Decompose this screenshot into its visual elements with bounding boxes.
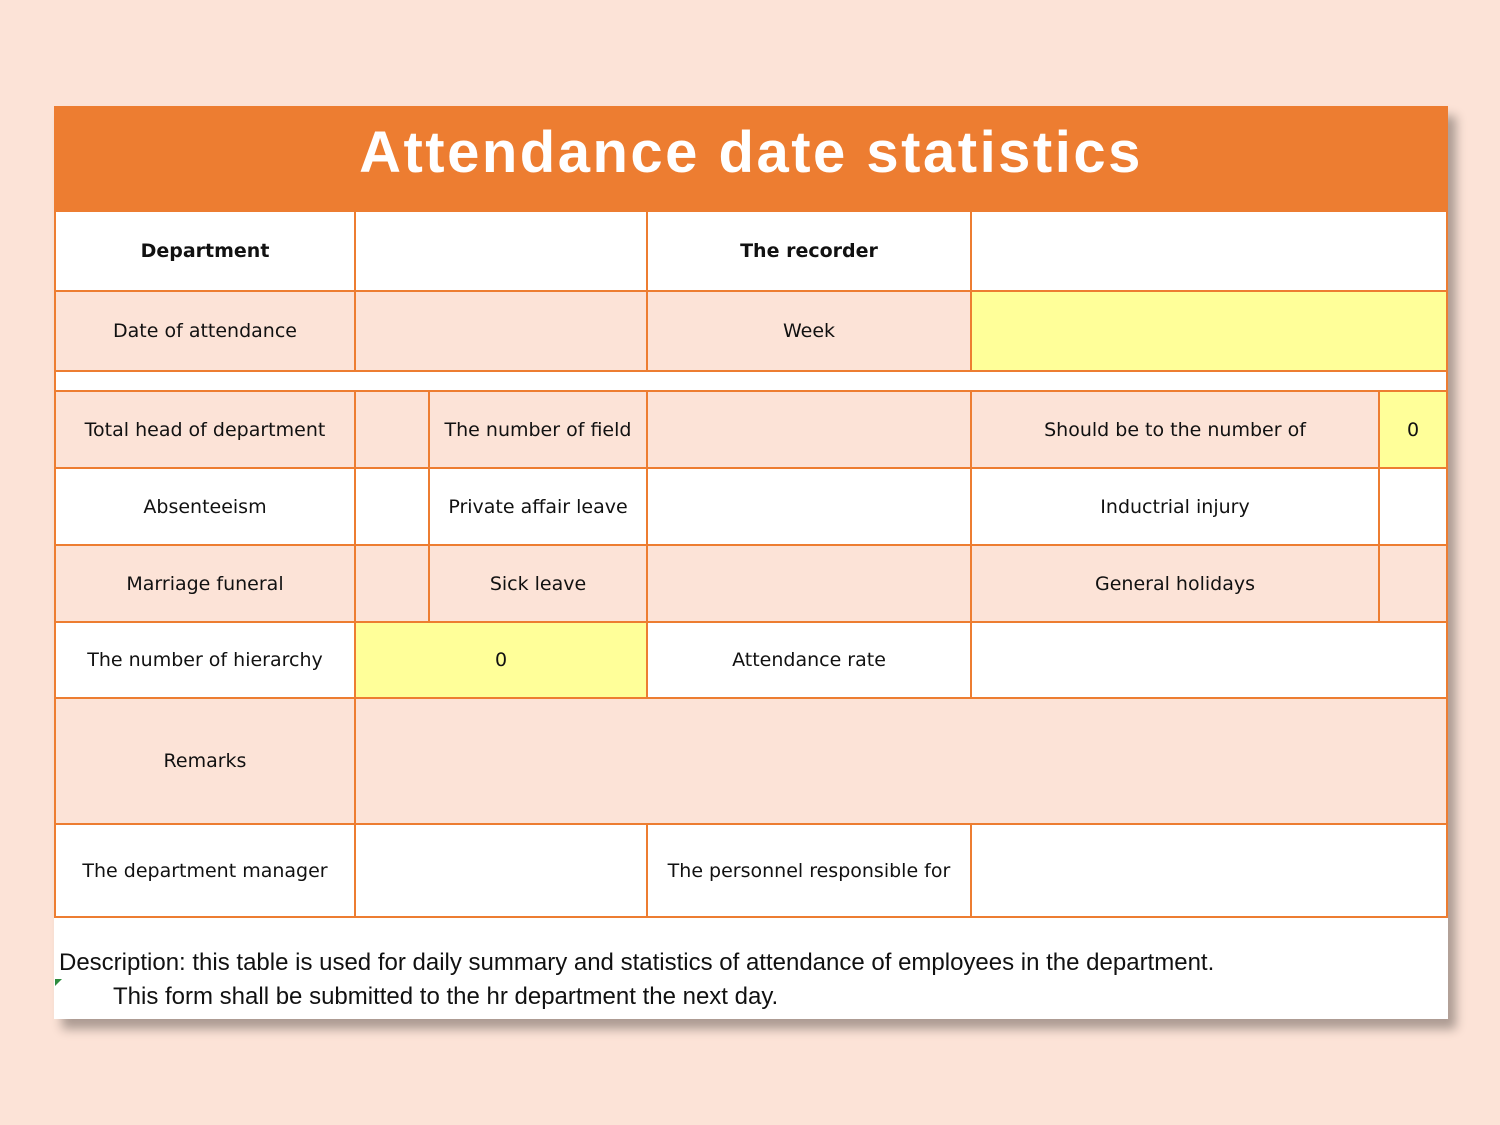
date-label: Date of attendance: [54, 292, 356, 372]
sick-leave-input[interactable]: [648, 546, 972, 623]
manager-input[interactable]: [356, 825, 648, 918]
week-input[interactable]: [972, 292, 1448, 372]
remarks-input[interactable]: [356, 699, 1448, 825]
should-count-value[interactable]: 0: [1380, 392, 1448, 469]
sick-leave-label: Sick leave: [430, 546, 648, 623]
marriage-funeral-label: Marriage funeral: [54, 546, 356, 623]
title-bar: [54, 106, 1448, 212]
general-holidays-label: General holidays: [972, 546, 1380, 623]
description-block: [59, 946, 1214, 1014]
department-label: Department: [54, 212, 356, 292]
marriage-funeral-input[interactable]: [356, 546, 430, 623]
total-head-input[interactable]: [356, 392, 430, 469]
field-count-input[interactable]: [648, 392, 972, 469]
form-title: Attendance date statistics: [359, 119, 1143, 185]
personnel-input[interactable]: [972, 825, 1448, 918]
attendance-sheet: [54, 106, 1448, 1019]
absenteeism-label: Absenteeism: [54, 469, 356, 546]
private-leave-label: Private affair leave: [430, 469, 648, 546]
industrial-injury-label: Inductrial injury: [972, 469, 1380, 546]
should-count-label: Should be to the number of: [972, 392, 1380, 469]
attendance-rate-input[interactable]: [972, 623, 1448, 699]
description-line-2: This form shall be submitted to the hr department the next day.: [113, 983, 779, 1010]
date-input[interactable]: [356, 292, 648, 372]
field-count-label: The number of field: [430, 392, 648, 469]
private-leave-input[interactable]: [648, 469, 972, 546]
industrial-injury-input[interactable]: [1380, 469, 1448, 546]
hierarchy-label: The number of hierarchy: [54, 623, 356, 699]
recorder-label: The recorder: [648, 212, 972, 292]
total-head-label: Total head of department: [54, 392, 356, 469]
attendance-rate-label: Attendance rate: [648, 623, 972, 699]
personnel-label: The personnel responsible for: [648, 825, 972, 918]
manager-label: The department manager: [54, 825, 356, 918]
remarks-label: Remarks: [54, 699, 356, 825]
description-line-1: Description: this table is used for daily summary and statistics of attendance of employees in the department.: [59, 949, 1215, 976]
department-input[interactable]: [356, 212, 648, 292]
general-holidays-input[interactable]: [1380, 546, 1448, 623]
spacer-row: [54, 372, 1448, 392]
recorder-input[interactable]: [972, 212, 1448, 292]
cell-comment-marker: [55, 979, 62, 986]
week-label: Week: [648, 292, 972, 372]
hierarchy-value[interactable]: 0: [356, 623, 648, 699]
absenteeism-input[interactable]: [356, 469, 430, 546]
